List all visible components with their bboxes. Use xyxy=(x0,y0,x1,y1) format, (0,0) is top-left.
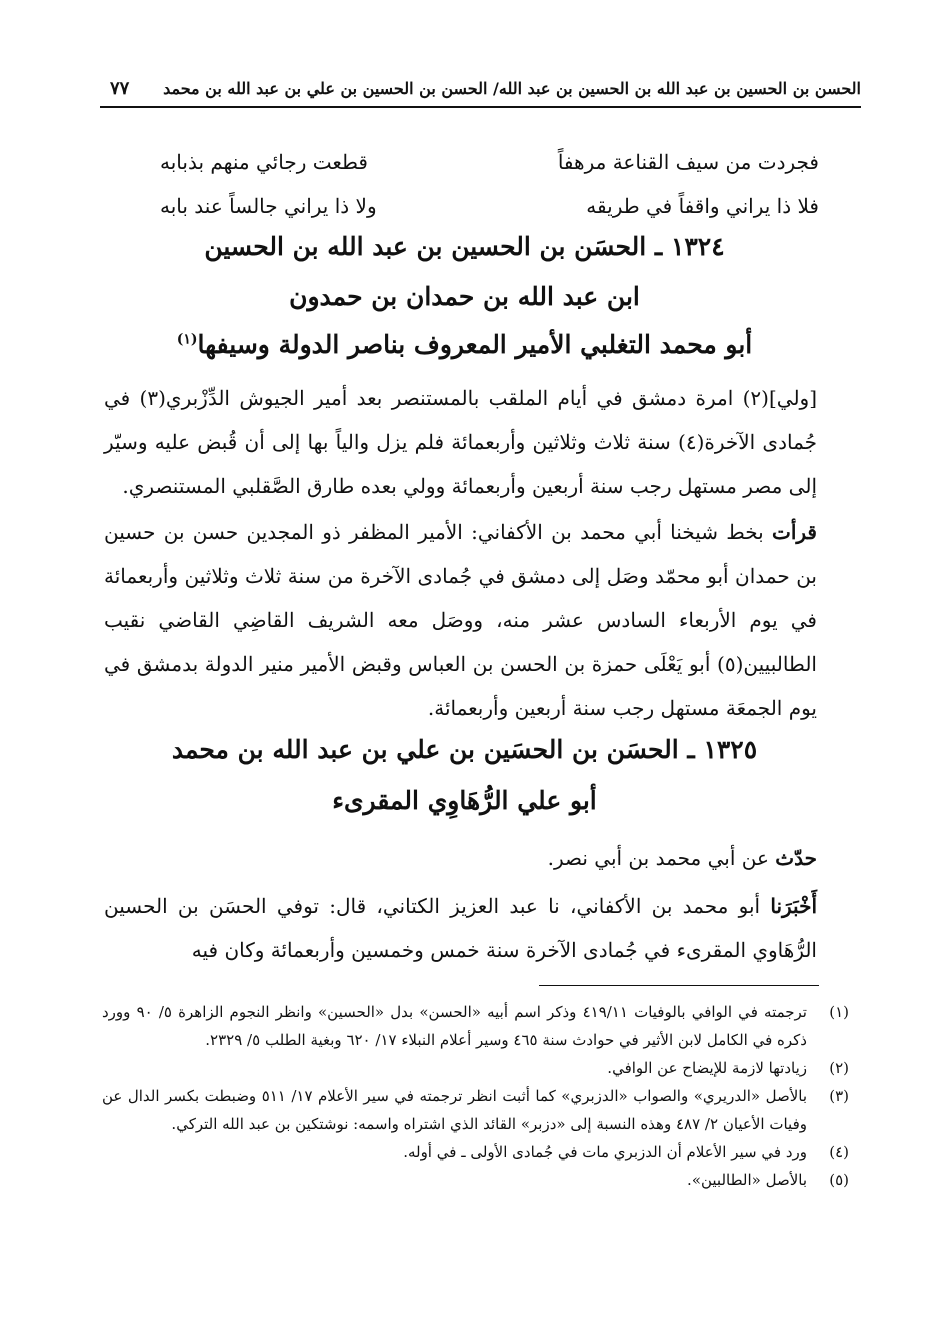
entry-1324-heading-line2: ابن عبد الله بن حمدان بن حمدون xyxy=(289,282,640,311)
paragraph-text: عن أبي محمد بن أبي نصر. xyxy=(547,846,776,870)
footnote xyxy=(102,1166,849,1194)
entry-1325-heading-line1: ١٣٢٥ ـ الحسَن بن الحسَين بن علي بن عبد الله بن محمد xyxy=(171,735,758,764)
entry-1325-heading-line2: أبو علي الرُّهَاوِي المقرىء xyxy=(332,786,597,815)
entry-1324-heading-line3 xyxy=(90,330,839,359)
entry-1325-paragraph-1 xyxy=(104,836,817,880)
footnote-marker: (١) xyxy=(176,331,198,348)
footnote-number: (٢) xyxy=(829,1059,849,1077)
footnote xyxy=(102,1054,849,1082)
verse-line xyxy=(160,184,819,228)
entry-1324-paragraph-2 xyxy=(104,510,817,730)
verse-line xyxy=(160,140,819,184)
footnote-text: ورد في سير الأعلام أن الدزبري مات في جُمادى الأولى ـ في أوله. xyxy=(403,1143,807,1161)
poetry-verses xyxy=(160,140,819,228)
verse-first-hemistich: فلا ذا يراني واقفاً في طريقه xyxy=(586,194,819,218)
entry-1324-paragraph-1: [ولي](٢) امرة دمشق في أيام الملقب بالمستنصر بعد أمير الجيوش الدِّزْبري(٣) في جُمادى الآخرة(٤) سنة ثلاث وثلاثين وأربعمائة فلم يزل والياً بها إلى أن قُبض عليه وسيّر إلى مصر مستهل رجب سنة أربعين وأربعمائة وولي بعده طارق الصَّقلبي المستنصري. xyxy=(104,386,818,498)
footnote xyxy=(102,998,849,1054)
footnote-text: بالأصل «الدريري» والصواب «الدزبري» كما أثبت انظر ترجمته في سير الأعلام ١٧/ ٥١١ وضبطت بكسر الدال عن وفيات الأعيان ٢/ ٤٨٧ وهذه النسبة إلى «دزبر» القائد الذي اشتراه واسمه: نوشتكين بن عبد الله التركي. xyxy=(102,1087,807,1133)
paragraph-lead-word: أَخْبَرَنا xyxy=(770,894,817,918)
paragraph-lead-word: حدّث xyxy=(775,846,817,870)
footnote-separator xyxy=(539,985,819,986)
verse-first-hemistich: فجردت من سيف القناعة مرهفاً xyxy=(557,150,819,174)
running-header xyxy=(100,70,861,108)
entry-1324-heading-text: أبو محمد التغلبي الأمير المعروف بناصر الدولة وسيفها xyxy=(197,330,753,359)
paragraph-text: أبو محمد بن الأكفاني، نا عبد العزيز الكتاني، قال: توفي الحسَن بن الحسين الرُّهَاوي المقرىء في جُمادى الآخرة سنة خمس وخمسين وأربعمائة وكان فيه xyxy=(104,894,817,962)
footnotes xyxy=(102,998,849,1194)
paragraph-text: بخط شيخنا أبي محمد بن الأكفاني: الأمير المظفر ذو المجدين حسن بن حسين بن حمدان أبو محمّد وصَل إلى دمشق في جُمادى الآخرة من سنة ثلاث وثلاثين وأربعمائة في يوم الأربعاء السادس عشر منه، ووصَل معه الشريف القاضِي القاضي نقيب الطالبيين(٥) أبو يَعْلَى حمزة بن الحسن بن العباس وقبض الأمير منير الدولة بدمشق في يوم الجمعَة مستهل رجب سنة أربعين وأربعمائة. xyxy=(104,520,817,720)
footnote-text: زيادتها لازمة للإيضاح عن الوافي. xyxy=(607,1059,807,1077)
page-number: ٧٧ xyxy=(110,77,130,99)
footnote-text: ترجمته في الوافي بالوفيات ٤١٩/١١ وذكر اسم أبيه «الحسن» بدل «الحسين» وانظر النجوم الزاهرة ٥/ ٩٠ وورد ذكره في الكامل لابن الأثير في حوادث سنة ٤٦٥ وسير أعلام النبلاء ١٧/ ٦٢٠ وبغية الطلب ٥/ ٢٣٢٩. xyxy=(102,1003,807,1049)
footnote-number: (٤) xyxy=(829,1143,849,1161)
running-title: الحسن بن الحسين بن عبد الله بن الحسين بن عبد الله/ الحسن بن الحسين بن علي بن عبد الله بن محمد xyxy=(163,78,861,98)
footnote-text: بالأصل «الطالبين». xyxy=(687,1171,807,1189)
footnote-number: (٥) xyxy=(829,1171,849,1189)
entry-1324-heading-line1: ١٣٢٤ ـ الحسَن بن الحسين بن عبد الله بن الحسين xyxy=(204,232,725,261)
footnote-number: (٣) xyxy=(829,1087,849,1105)
paragraph-lead-word: قرأت xyxy=(772,520,817,544)
footnote-number: (١) xyxy=(829,1003,849,1021)
verse-second-hemistich: قطعت رجائي منهم بذبابه xyxy=(160,150,368,174)
verse-second-hemistich: ولا ذا يراني جالساً عند بابه xyxy=(160,194,377,218)
entry-1325-paragraph-2 xyxy=(104,884,817,972)
footnote xyxy=(102,1082,849,1138)
footnote xyxy=(102,1138,849,1166)
